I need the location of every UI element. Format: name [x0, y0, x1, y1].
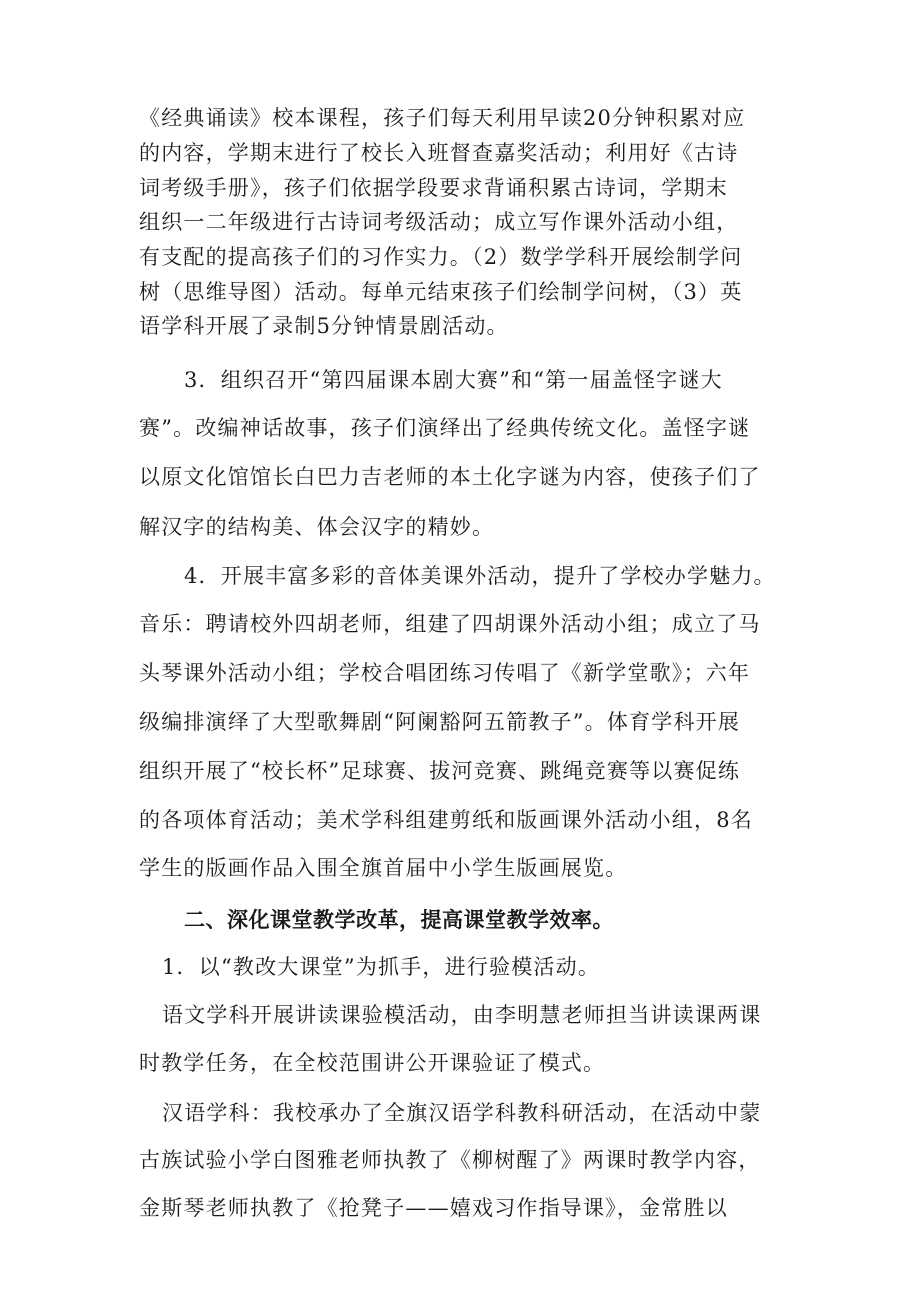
text-line: 学生的版画作品入围全旗首届中小学生版画展览。 [139, 856, 628, 880]
text-line: 头琴课外活动小组；学校合唱团练习传唱了《新学堂歌》；六年 [139, 661, 751, 685]
text-line: 赛”。改编神话故事，孩子们演绎出了经典传统文化。盖怪字谜 [139, 416, 751, 440]
text-line: 以原文化馆馆长白巴力吉老师的本土化字谜为内容，使孩子们了 [139, 465, 761, 489]
text-line: 古族试验小学白图雅老师执教了《柳树醒了》两课时教学内容， [139, 1148, 761, 1172]
text-line: 语学科开展了录制5分钟情景剧活动。 [139, 314, 509, 338]
text-line: 级编排演绎了大型歌舞剧“阿阑豁阿五箭教子”。体育学科开展 [139, 710, 741, 734]
text-line: 有支配的提高孩子们的习作实力。（2）数学学科开展绘制学问 [139, 245, 743, 269]
text-line: 组织一二年级进行古诗词考级活动；成立写作课外活动小组， [139, 210, 739, 234]
text-line: 的各项体育活动；美术学科组建剪纸和版画课外活动小组，8名 [139, 808, 753, 832]
text-line: 金斯琴老师执教了《抢凳子——嬉戏习作指导课》，金常胜以 [139, 1196, 728, 1220]
text-line: 时教学任务，在全校范围讲公开课验证了模式。 [139, 1051, 606, 1075]
sub-item-heading: 1．以“教改大课堂”为抓手，进行验模活动。 [162, 955, 601, 979]
text-line: 的内容，学期末进行了校长入班督查嘉奖活动；利用好《古诗 [139, 141, 739, 165]
text-line: 4．开展丰富多彩的音体美课外活动，提升了学校办学魅力。 [184, 564, 776, 588]
text-line: 语文学科开展讲读课验模活动，由李明慧老师担当讲读课两课 [162, 1003, 762, 1027]
section-heading: 二、深化课堂教学改革，提高课堂教学效率。 [184, 908, 614, 932]
text-line: 解汉字的结构美、体会汉字的精妙。 [139, 515, 495, 539]
text-line: 组织开展了“校长杯”足球赛、拔河竞赛、跳绳竞赛等以赛促练 [139, 759, 741, 783]
text-line: 《经典诵读》校本课程，孩子们每天利用早读20分钟积累对应 [139, 106, 746, 130]
text-line: 树（思维导图）活动。每单元结束孩子们绘制学问树，（3）英 [139, 280, 743, 304]
text-line: 音乐：聘请校外四胡老师，组建了四胡课外活动小组；成立了马 [139, 612, 761, 636]
text-line: 汉语学科：我校承办了全旗汉语学科教科研活动，在活动中蒙 [162, 1101, 762, 1125]
text-line: 词考级手册》，孩子们依据学段要求背诵积累古诗词，学期末 [139, 176, 728, 200]
text-line: 3．组织召开“第四届课本剧大赛”和“第一届盖怪字谜大 [184, 368, 723, 392]
